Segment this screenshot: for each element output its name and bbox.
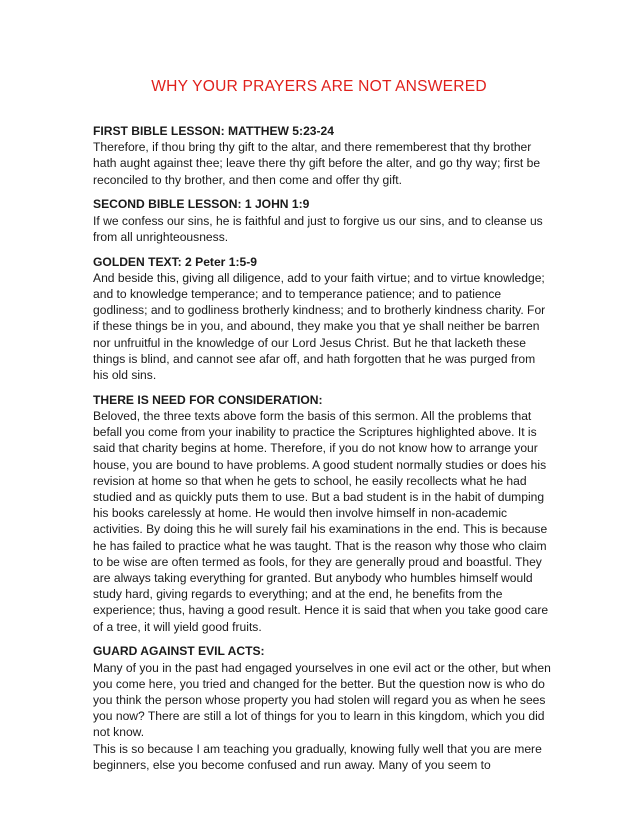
document-title: WHY YOUR PRAYERS ARE NOT ANSWERED	[151, 78, 487, 95]
section-paragraph: This is so because I am teaching you gradually, knowing fully well that you are mere beginners, else you become confused and run away. Many of you seem to	[93, 741, 542, 772]
section-first-bible-lesson	[93, 123, 553, 188]
section-heading: THERE IS NEED FOR CONSIDERATION:	[93, 392, 323, 407]
section-paragraph: Therefore, if thou bring thy gift to the altar, and there rememberest that thy brother hath aught against thee; leave there thy gift before the alter, and go thy way; first be reconciled to thy brother, and then come and offer thy gift.	[93, 140, 541, 187]
section-guard-against-evil-acts	[93, 643, 553, 773]
section-paragraph: Beloved, the three texts above form the basis of this sermon. All the problems that befall you come from your inability to practice the Scriptures highlighted above. It is said that charity begins at home. Therefore, if you do not know how to arrange your house, you are bound to have problems. A good student normally studies or does his revision at home so that when he gets to school, he easily recollects what he had studied and as quickly puts them to use. But a bad student is in the habit of dumping his books carelessly at home. He would then involve himself in non-academic activities. By doing this he will surely fail his examinations in the end. This is because he has failed to practice what he was taught. That is the reason why those who claim to be wise are often termed as fools, for they are generally proud and boastful. They are always taking everything for granted. But anybody who humbles himself would study hard, giving regards to everything; and at the end, he benefits from the experience; thus, having a good result. Hence it is said that when you take good care of a tree, it will yield good fruits.	[93, 409, 549, 634]
section-heading: GUARD AGAINST EVIL ACTS:	[93, 644, 265, 659]
section-need-for-consideration	[93, 392, 553, 635]
section-heading: GOLDEN TEXT: 2 Peter 1:5-9	[93, 254, 257, 269]
section-paragraph: And beside this, giving all diligence, add to your faith virtue; and to virtue knowledge; and to knowledge temperance; and to temperance patience; and to patience godliness; and to godliness brotherly kindness; and to brotherly kindness charity. For if these things be in you, and abound, they make you that ye shall neither be barren nor unfruitful in the knowledge of our Lord Jesus Christ. But he that lacketh these things is blind, and cannot see afar off, and hath forgotten that he was purged from his old sins.	[93, 270, 546, 383]
section-golden-text	[93, 254, 553, 384]
section-paragraph: If we confess our sins, he is faithful and just to forgive us our sins, and to cleanse us from all unrighteousness.	[93, 213, 543, 244]
section-paragraph: Many of you in the past had engaged yourselves in one evil act or the other, but when you come here, you tried and changed for the better. But the question now is who do you think the person whose property you had stolen will regard you as when he sees you now? There are still a lot of things for you to learn in this kingdom, which you did not know.	[93, 660, 551, 740]
section-heading: FIRST BIBLE LESSON: MATTHEW 5:23-24	[93, 124, 334, 138]
section-second-bible-lesson	[93, 196, 553, 245]
section-heading: SECOND BIBLE LESSON: 1 JOHN 1:9	[93, 197, 310, 212]
document-body	[93, 123, 553, 782]
